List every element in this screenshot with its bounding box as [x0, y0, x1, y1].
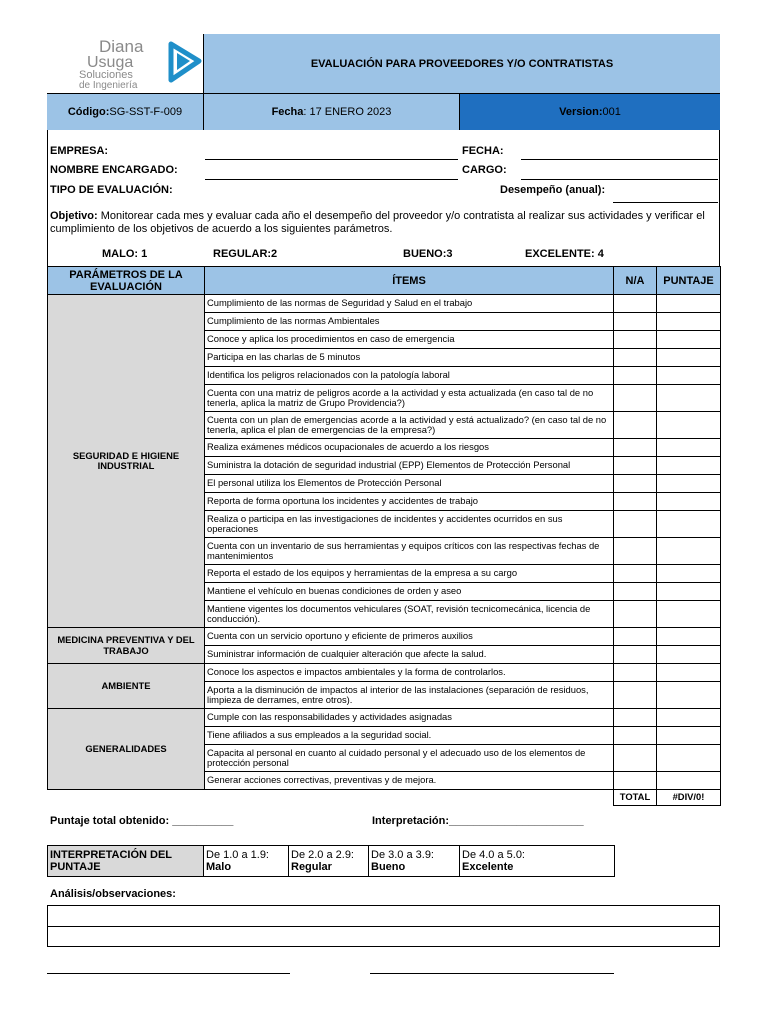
scale-regular: REGULAR:2 [213, 248, 278, 260]
range-regular-name: Regular [291, 861, 332, 873]
item-text: Reporta el estado de los equipos y herramientas de la empresa a su cargo [205, 565, 614, 583]
objective-text: Monitorear cada mes y evaluar cada año el desempeño del proveedor y/o contratista al realizar sus actividades y verificar el cumplimiento de los objetivos de acuerdo a los siguientes parámetros. [50, 210, 705, 235]
logo-text-3: Soluciones [79, 69, 133, 81]
item-text: Participa en las charlas de 5 minutos [205, 349, 614, 367]
na-cell[interactable] [614, 745, 657, 772]
range-bueno [369, 846, 460, 877]
na-cell[interactable] [614, 457, 657, 475]
empresa-label: EMPRESA: [50, 145, 109, 157]
range-malo [204, 846, 289, 877]
na-cell[interactable] [614, 727, 657, 745]
score-cell[interactable] [657, 349, 721, 367]
range-bueno-text: De 3.0 a 3.9: [371, 849, 434, 861]
cargo-field[interactable] [521, 179, 718, 180]
na-cell[interactable] [614, 493, 657, 511]
score-cell[interactable] [657, 511, 721, 538]
item-text: Mantiene el vehículo en buenas condiciones de orden y aseo [205, 583, 614, 601]
document-title: EVALUACIÓN PARA PROVEEDORES Y/O CONTRATISTAS [204, 34, 720, 94]
item-text: Aporta a la disminución de impactos al interior de las instalaciones (separación de residuos, limpieza de derrames, entre otros). [205, 682, 614, 709]
na-cell[interactable] [614, 295, 657, 313]
item-text: Reporta de forma oportuna los incidentes y accidentes de trabajo [205, 493, 614, 511]
header-puntaje: PUNTAJE [657, 267, 721, 295]
observations-divider [47, 926, 720, 927]
score-cell[interactable] [657, 583, 721, 601]
encargado-field[interactable] [205, 179, 458, 180]
section-label: SEGURIDAD E HIGIENE INDUSTRIAL [48, 295, 205, 628]
empresa-field[interactable] [205, 159, 458, 160]
na-cell[interactable] [614, 601, 657, 628]
logo-graphic [47, 34, 203, 93]
signature-line-left[interactable] [47, 973, 290, 974]
na-cell[interactable] [614, 367, 657, 385]
item-text: Conoce los aspectos e impactos ambientales y la forma de controlarlos. [205, 664, 614, 682]
na-cell[interactable] [614, 628, 657, 646]
section-label: GENERALIDADES [48, 709, 205, 790]
range-excelente-text: De 4.0 a 5.0: [462, 849, 525, 861]
code-label: Código: [67, 106, 110, 118]
item-text: Suministra la dotación de seguridad industrial (EPP) Elementos de Protección Personal [205, 457, 614, 475]
fecha-label: FECHA: [462, 145, 504, 157]
na-cell[interactable] [614, 412, 657, 439]
na-cell[interactable] [614, 664, 657, 682]
score-cell[interactable] [657, 682, 721, 709]
desempeno-field[interactable] [613, 202, 718, 203]
range-regular [289, 846, 369, 877]
logo-text-2: Usuga [87, 54, 134, 71]
score-cell[interactable] [657, 439, 721, 457]
na-cell[interactable] [614, 538, 657, 565]
signature-line-right[interactable] [370, 973, 614, 974]
range-bueno-name: Bueno [371, 861, 406, 873]
date-value: : 17 ENERO 2023 [303, 106, 392, 118]
evaluation-table [47, 266, 721, 806]
na-cell[interactable] [614, 349, 657, 367]
score-cell[interactable] [657, 709, 721, 727]
item-text: Cuenta con una matriz de peligros acorde a la actividad y esta actualizada (en caso tal de no tenerla, aplica la matriz de Grupo Providencia?) [205, 385, 614, 412]
item-text: Cumple con las responsabilidades y actividades asignadas [205, 709, 614, 727]
score-cell[interactable] [657, 628, 721, 646]
scale-bueno: BUENO:3 [403, 248, 453, 260]
score-cell[interactable] [657, 664, 721, 682]
observations-label: Análisis/observaciones: [50, 888, 176, 900]
interpretacion-field: Interpretación:______________________ [372, 815, 584, 827]
score-cell[interactable] [657, 727, 721, 745]
item-text: Tiene afiliados a sus empleados a la seguridad social. [205, 727, 614, 745]
score-cell[interactable] [657, 385, 721, 412]
date-label: Fecha [271, 106, 304, 118]
item-text: Mantiene vigentes los documentos vehiculares (SOAT, revisión tecnicomecánica, licencia de conducción). [205, 601, 614, 628]
tipo-label: TIPO DE EVALUACIÓN: [50, 184, 173, 196]
na-cell[interactable] [614, 475, 657, 493]
range-excelente [460, 846, 615, 877]
objective-paragraph [50, 210, 718, 236]
logo-text-4: de Ingeniería [79, 80, 138, 91]
item-text: El personal utiliza los Elementos de Protección Personal [205, 475, 614, 493]
objective-label: Objetivo: [50, 210, 98, 222]
na-cell[interactable] [614, 439, 657, 457]
company-logo [47, 34, 204, 94]
na-cell[interactable] [614, 709, 657, 727]
score-cell[interactable] [657, 313, 721, 331]
item-text: Cuenta con un servicio oportuno y eficiente de primeros auxilios [205, 628, 614, 646]
score-cell[interactable] [657, 295, 721, 313]
fecha-field[interactable] [521, 159, 718, 160]
na-cell[interactable] [614, 385, 657, 412]
total-spacer [205, 790, 614, 806]
na-cell[interactable] [614, 583, 657, 601]
score-cell[interactable] [657, 331, 721, 349]
item-text: Cuenta con un inventario de sus herramientas y equipos críticos con las respectivas fechas de mantenimientos [205, 538, 614, 565]
score-cell[interactable] [657, 646, 721, 664]
score-cell[interactable] [657, 412, 721, 439]
code-value: SG-SST-F-009 [109, 106, 183, 118]
range-malo-name: Malo [206, 861, 232, 873]
range-excelente-name: Excelente [462, 861, 514, 873]
item-text: Suministrar información de cualquier alteración que afecte la salud. [205, 646, 614, 664]
score-cell[interactable] [657, 457, 721, 475]
total-spacer [48, 790, 205, 806]
score-cell[interactable] [657, 745, 721, 772]
item-text: Capacita al personal en cuanto al cuidado personal y el adecuado uso de los elementos de protección personal [205, 745, 614, 772]
interpretation-label: INTERPRETACIÓN DEL PUNTAJE [48, 846, 204, 877]
form-section [47, 130, 720, 267]
interpretation-table [47, 845, 615, 877]
score-cell[interactable] [657, 475, 721, 493]
code-cell [47, 94, 204, 130]
score-cell[interactable] [657, 538, 721, 565]
range-regular-text: De 2.0 a 2.9: [291, 849, 354, 861]
score-cell[interactable] [657, 601, 721, 628]
logo-text-1: Diana [99, 37, 144, 56]
na-cell[interactable] [614, 511, 657, 538]
item-text: Cumplimiento de las normas Ambientales [205, 313, 614, 331]
score-cell[interactable] [657, 493, 721, 511]
scale-malo: MALO: 1 [102, 248, 148, 260]
score-cell[interactable] [657, 565, 721, 583]
na-cell[interactable] [614, 565, 657, 583]
item-text: Cumplimiento de las normas de Seguridad y Salud en el trabajo [205, 295, 614, 313]
range-malo-text: De 1.0 a 1.9: [206, 849, 269, 861]
version-cell [460, 94, 720, 130]
item-text: Realiza o participa en las investigaciones de incidentes y accidentes ocurridos en sus operaciones [205, 511, 614, 538]
na-cell[interactable] [614, 682, 657, 709]
na-cell[interactable] [614, 331, 657, 349]
section-label: MEDICINA PREVENTIVA Y DEL TRABAJO [48, 628, 205, 664]
table-row [48, 664, 721, 682]
score-cell[interactable] [657, 772, 721, 790]
cargo-label: CARGO: [462, 164, 507, 176]
table-row [48, 709, 721, 727]
encargado-label: NOMBRE ENCARGADO: [50, 164, 178, 176]
version-value: 001 [602, 106, 621, 118]
item-text: Cuenta con un plan de emergencias acorde a la actividad y está actualizado? (en caso tal de no tenerla, aplica el plan de emergencias de la empresa?) [205, 412, 614, 439]
item-text: Generar acciones correctivas, preventivas y de mejora. [205, 772, 614, 790]
logo-play-icon [171, 44, 199, 80]
section-label: AMBIENTE [48, 664, 205, 709]
item-text: Realiza exámenes médicos ocupacionales de acuerdo a los riesgos [205, 439, 614, 457]
header-param: PARÁMETROS DE LA EVALUACIÓN [48, 267, 205, 295]
version-label: Version: [559, 106, 603, 118]
table-row [48, 628, 721, 646]
desempeno-label: Desempeño (anual): [500, 184, 606, 196]
na-cell[interactable] [614, 772, 657, 790]
item-text: Conoce y aplica los procedimientos en caso de emergencia [205, 331, 614, 349]
puntaje-total: Puntaje total obtenido: __________ [50, 815, 234, 827]
date-cell [204, 94, 460, 130]
total-value: #DIV/0! [657, 790, 721, 806]
scale-excelente: EXCELENTE: 4 [525, 248, 604, 260]
total-row [48, 790, 721, 806]
header-items: ÍTEMS [205, 267, 614, 295]
table-row [48, 295, 721, 313]
header-na: N/A [614, 267, 657, 295]
na-cell[interactable] [614, 646, 657, 664]
item-text: Identifica los peligros relacionados con la patología laboral [205, 367, 614, 385]
total-label: TOTAL [614, 790, 657, 806]
na-cell[interactable] [614, 313, 657, 331]
score-cell[interactable] [657, 367, 721, 385]
